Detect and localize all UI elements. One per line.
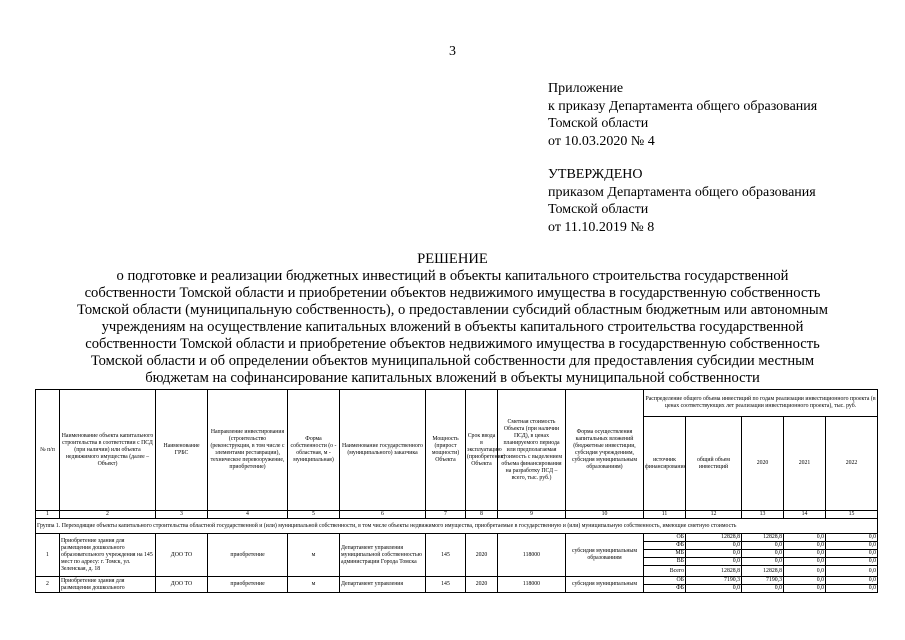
source-2022: 0,0 — [826, 542, 878, 550]
column-number: 8 — [466, 511, 498, 519]
row-capacity: 145 — [426, 534, 466, 577]
table-row — [36, 577, 878, 585]
source-2022: 0,0 — [826, 550, 878, 558]
source-2021: 0,0 — [784, 558, 826, 566]
title-line: Томской области (муниципальную собственность), о предоставлении субсидий областным бюджетным или автономным — [77, 302, 828, 318]
source-2021: 0,0 — [784, 577, 826, 585]
header-total: общий объем инвестиций — [686, 417, 742, 511]
source-total: 7190,3 — [686, 577, 742, 585]
source-total: 12828,8 — [686, 566, 742, 577]
row-cost: 118000 — [498, 534, 566, 577]
row-grbs: ДОО ТО — [156, 577, 208, 593]
row-direction: приобретение — [208, 577, 288, 593]
title-line: собственности Томской области и приобретении объектов недвижимого имущества в государственную собственность — [84, 285, 821, 301]
row-object-name: Приобретение здания для размещения дошкольного — [60, 577, 156, 593]
header-grbs: Наименование ГРБС — [156, 390, 208, 511]
row-customer: Департамент управления — [340, 577, 426, 593]
title-heading: РЕШЕНИЕ — [417, 251, 488, 267]
approved-line: УТВЕРЖДЕНО — [548, 167, 643, 182]
header-year-2022: 2022 — [826, 417, 878, 511]
approved-line: Томской области — [548, 202, 649, 217]
column-number: 15 — [826, 511, 878, 519]
header-term: Срок ввода в эксплуатацию (приобретения) Объекта — [466, 390, 498, 511]
column-number: 10 — [566, 511, 644, 519]
source-2020: 0,0 — [742, 542, 784, 550]
appendix-line: Приложение — [548, 81, 624, 96]
header-form: Форма осуществления капитальных вложений (бюджетные инвестиции, субсидия учреждениям, субсидия муниципальным образованиям) — [566, 390, 644, 511]
source-2022: 0,0 — [826, 534, 878, 542]
source-total: 0,0 — [686, 558, 742, 566]
column-number: 13 — [742, 511, 784, 519]
title-line: собственности Томской области и приобретение объектов недвижимого имущества в государственную собственность — [85, 336, 820, 352]
source-2021: 0,0 — [784, 542, 826, 550]
header-distribution: Распределение общего объема инвестиций по годам реализации инвестиционного проекта (в ценах соответствующих лет реализации инвестиционного проекта), тыс. руб. — [644, 390, 878, 417]
source-2022: 0,0 — [826, 558, 878, 566]
title-line: о подготовке и реализации бюджетных инвестиций в объекты капитального строительства государственной — [116, 268, 789, 284]
header-year-2021: 2021 — [784, 417, 826, 511]
source-2020: 12828,8 — [742, 566, 784, 577]
source-total: 0,0 — [686, 550, 742, 558]
column-number: 14 — [784, 511, 826, 519]
table-row — [36, 534, 878, 542]
investment-table — [35, 389, 878, 593]
column-number: 5 — [288, 511, 340, 519]
header-customer: Наименование государственного (муниципального) заказчика — [340, 390, 426, 511]
title-line: бюджетам на софинансирование капитальных вложений в объекты муниципальной собственности — [145, 370, 760, 386]
source-total: 12828,8 — [686, 534, 742, 542]
source-2020: 7190,3 — [742, 577, 784, 585]
source-code: ФБ — [644, 542, 686, 550]
title-line: учреждениям на осуществление капитальных вложений в объекты капитального строительства государственной — [101, 319, 804, 335]
source-code: ВБ — [644, 558, 686, 566]
source-code: ОБ — [644, 577, 686, 585]
column-number: 4 — [208, 511, 288, 519]
appendix-line: к приказу Департамента общего образования — [548, 98, 818, 114]
row-form: субсидия муниципальным образованиям — [566, 534, 644, 577]
appendix-line: от 10.03.2020 № 4 — [548, 133, 655, 149]
source-2021: 0,0 — [784, 566, 826, 577]
source-2021: 0,0 — [784, 585, 826, 593]
row-ownership: м — [288, 577, 340, 593]
row-year: 2020 — [466, 577, 498, 593]
document-title — [0, 251, 905, 387]
source-total: 0,0 — [686, 585, 742, 593]
appendix-line: Томской области — [548, 116, 649, 131]
header-direction: Направление инвестирования (строительство (реконструкция, в том числе с элементами реставрации), техническое перевооружение, приобретение) — [208, 390, 288, 511]
source-total: 0,0 — [686, 542, 742, 550]
row-cost: 118000 — [498, 577, 566, 593]
row-year: 2020 — [466, 534, 498, 577]
column-number: 3 — [156, 511, 208, 519]
source-2022: 0,0 — [826, 566, 878, 577]
page-number: 3 — [449, 44, 456, 59]
column-number: 1 — [36, 511, 60, 519]
row-object-name: Приобретение здания для размещения дошкольного образовательного учреждения на 145 мест по адресу: г. Томск, ул. Зеленская, д. 18 — [60, 534, 156, 577]
row-direction: приобретение — [208, 534, 288, 577]
header-cost: Сметная стоимость Объекта (при наличии ПСД), в ценах планируемого периода или предполагаемая стоимость с выделением объема финансирования на разработку ПСД – всего, тыс. руб.) — [498, 390, 566, 511]
column-number: 6 — [340, 511, 426, 519]
header-capacity: Мощность (прирост мощности) Объекта — [426, 390, 466, 511]
column-number: 7 — [426, 511, 466, 519]
row-ownership: м — [288, 534, 340, 577]
source-2020: 0,0 — [742, 585, 784, 593]
column-number: 11 — [644, 511, 686, 519]
header-year-2020: 2020 — [742, 417, 784, 511]
source-2020: 0,0 — [742, 550, 784, 558]
row-num: 1 — [36, 534, 60, 577]
column-number: 2 — [60, 511, 156, 519]
title-line: Томской области и об определении объектов муниципальной собственности для предоставления субсидии местным — [90, 353, 815, 369]
source-code: МБ — [644, 550, 686, 558]
row-customer: Департамент управления муниципальной собственностью администрации Города Томска — [340, 534, 426, 577]
source-2020: 0,0 — [742, 558, 784, 566]
row-capacity: 145 — [426, 577, 466, 593]
column-number: 9 — [498, 511, 566, 519]
approval-block — [548, 80, 817, 236]
group-label: Группа 1. Переходящие объекты капитального строительства областной государственной и (или) муниципальной собственности, в том числе объекты недвижимого имущества, приобретаемые в государственную и (или) муниципальную собственность, имеющие сметную стоимость — [36, 519, 878, 534]
header-num: № п/п — [36, 390, 60, 511]
source-code: ОБ — [644, 534, 686, 542]
source-2021: 0,0 — [784, 550, 826, 558]
source-code: ФБ — [644, 585, 686, 593]
column-number: 12 — [686, 511, 742, 519]
source-2022: 0,0 — [826, 577, 878, 585]
source-2020: 12828,8 — [742, 534, 784, 542]
approved-line: приказом Департамента общего образования — [548, 184, 816, 200]
header-object-name: Наименование объекта капитального строительства в соответствии с ПСД (при наличии) или объекта недвижимого имущества (далее – Объект) — [60, 390, 156, 511]
source-2021: 0,0 — [784, 534, 826, 542]
row-num: 2 — [36, 577, 60, 593]
source-code: Всего — [644, 566, 686, 577]
row-form: субсидия муниципальным — [566, 577, 644, 593]
header-ownership: Форма собственности (о - областная, м - муниципальная) — [288, 390, 340, 511]
header-source: источник финансирования — [644, 417, 686, 511]
row-grbs: ДОО ТО — [156, 534, 208, 577]
approved-line: от 11.10.2019 № 8 — [548, 219, 655, 235]
source-2022: 0,0 — [826, 585, 878, 593]
column-numbers-row — [36, 511, 878, 519]
group-row — [36, 519, 878, 534]
